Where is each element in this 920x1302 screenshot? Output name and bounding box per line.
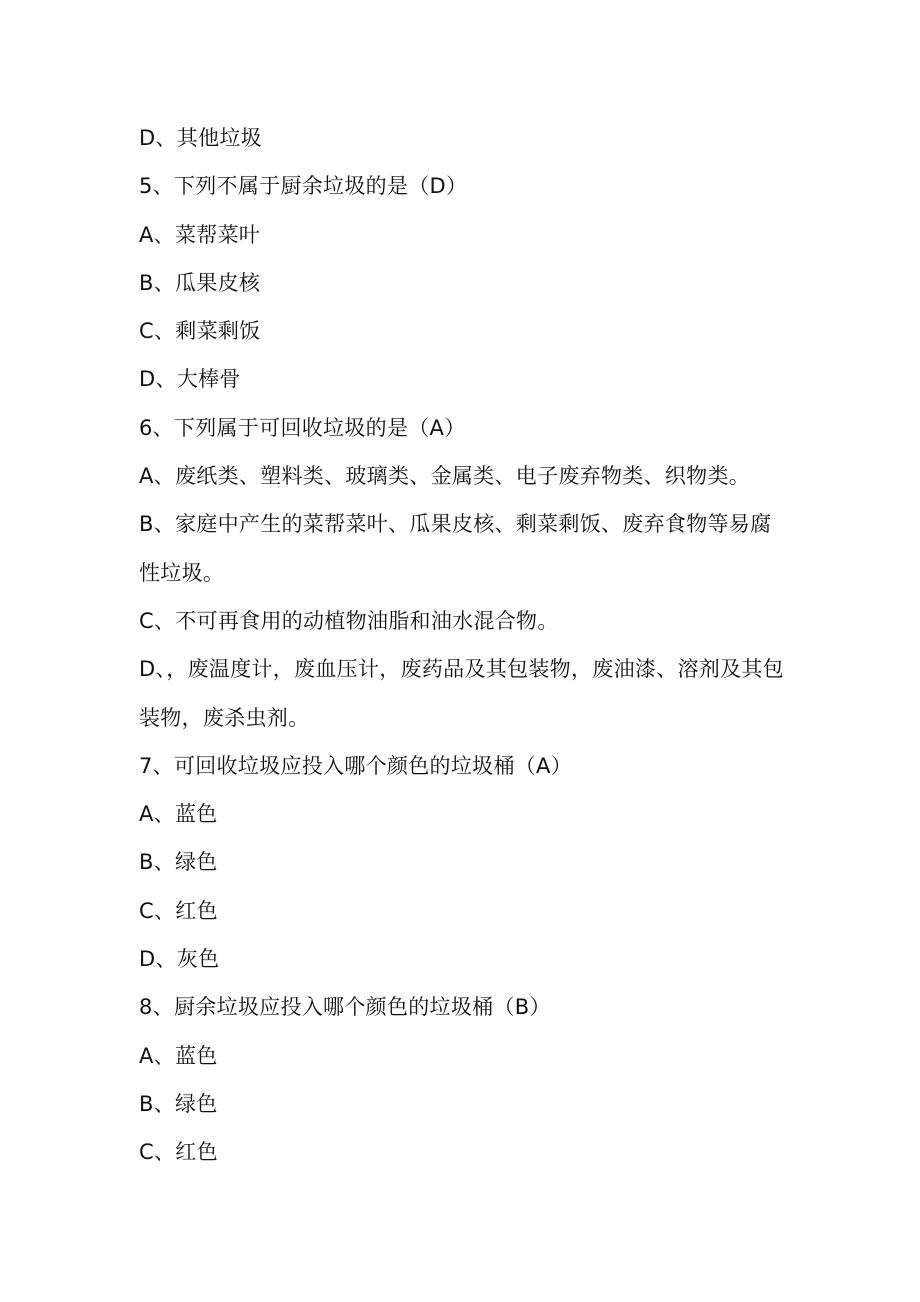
q6-option-d-continued: 装物，废杀虫剂。	[139, 705, 310, 730]
q8-option-b: B、绿色	[139, 1091, 218, 1116]
q6-option-d: D、，废温度计，废血压计，废药品及其包装物，废油漆、溶剂及其包	[139, 657, 784, 682]
question-8: 8、厨余垃圾应投入哪个颜色的垃圾桶（B）	[139, 995, 551, 1020]
q6-option-b-continued: 性垃圾。	[139, 560, 225, 585]
q6-option-b: B、家庭中产生的菜帮菜叶、瓜果皮核、剩菜剩饭、废弃食物等易腐	[139, 512, 772, 537]
q8-option-c: C、红色	[139, 1140, 218, 1165]
question-5: 5、下列不属于厨余垃圾的是（D）	[139, 174, 468, 199]
q5-option-b: B、瓜果皮核	[139, 270, 261, 295]
q5-option-d: D、大棒骨	[139, 367, 241, 392]
q7-option-b: B、绿色	[139, 850, 218, 875]
q8-option-a: A、蓝色	[139, 1043, 218, 1068]
q5-option-c: C、剩菜剩饭	[139, 319, 261, 344]
question-6: 6、下列属于可回收垃圾的是（A）	[139, 415, 466, 440]
option-d-other-waste: D、其他垃圾	[139, 126, 262, 150]
document-body	[139, 114, 799, 1177]
q5-option-a: A、菜帮菜叶	[139, 222, 261, 247]
q7-option-a: A、蓝色	[139, 802, 218, 827]
question-7: 7、可回收垃圾应投入哪个颜色的垃圾桶（A）	[139, 753, 573, 778]
q7-option-d: D、灰色	[139, 947, 220, 972]
q7-option-c: C、红色	[139, 898, 218, 923]
q6-option-a: A、废纸类、塑料类、玻璃类、金属类、电子废弃物类、织物类。	[139, 464, 751, 489]
q6-option-c: C、不可再食用的动植物油脂和油水混合物。	[139, 608, 559, 633]
